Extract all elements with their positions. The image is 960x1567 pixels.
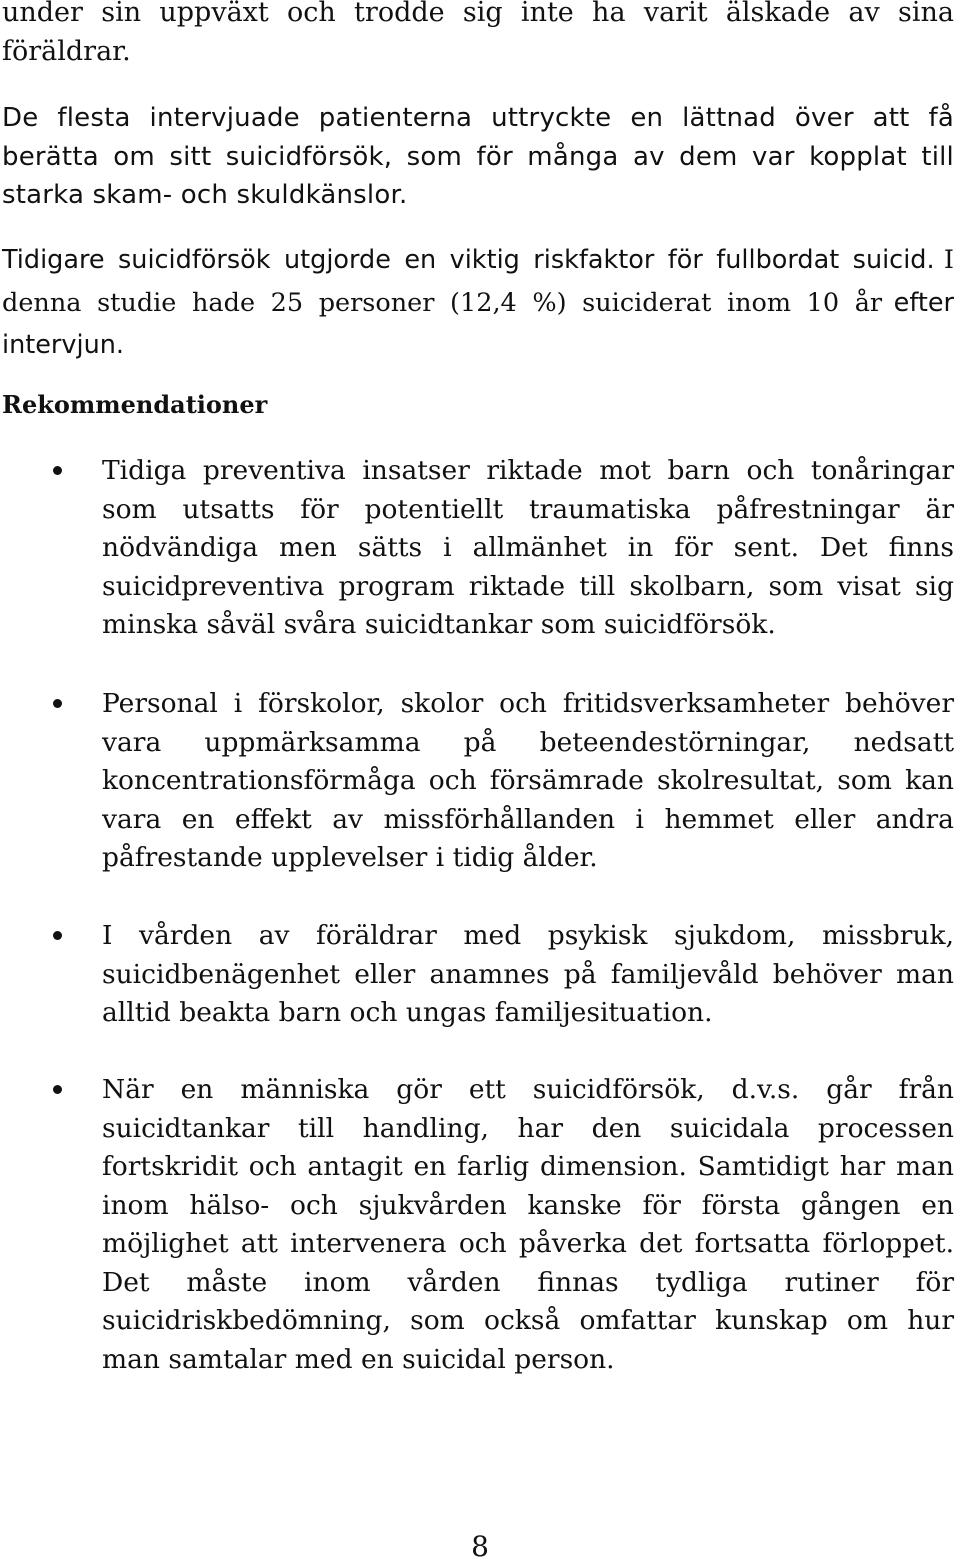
bullet-icon bbox=[53, 699, 62, 708]
list-item bbox=[102, 1071, 954, 1379]
bullet-icon bbox=[53, 931, 62, 940]
risk-paragraph bbox=[2, 241, 954, 369]
bullet-icon bbox=[53, 1085, 62, 1094]
risk-sentence-1: Tidigare suicidförsök utgjorde en viktig riskfaktor för fullbordat suicid. bbox=[2, 245, 935, 275]
list-item bbox=[102, 685, 954, 878]
list-item-text: När en människa gör ett suicidförsök, d.v.s. går från suicidtankar till handling, har den suicidala processen fortskridit och antagit en farlig dimension. Samtidigt har man inom hälso- och sjukvården kanske för första gången en möjlighet att intervenera och påverka det fortsatta förloppet. Det måste inom vården finnas tydliga rutiner för suicidriskbedömning, som också omfattar kunskap om hur man samtalar med en suicidal person. bbox=[102, 1074, 954, 1375]
intro-paragraph: under sin uppväxt och trodde sig inte ha varit älskade av sina föräldrar. bbox=[2, 0, 954, 67]
list-item bbox=[102, 452, 954, 645]
risk-sentence-2: I denna studie hade 25 personer (12,4 %) suiciderat inom 10 år bbox=[2, 245, 954, 318]
risk-sentence-3: efter intervjun. bbox=[2, 287, 955, 360]
page-number: 8 bbox=[471, 1530, 489, 1563]
relief-paragraph: De flesta intervjuade patienterna uttryckte en lättnad över att få berätta om sitt suicidförsök, som för många av dem var kopplat till starka skam- och skuldkänslor. bbox=[2, 103, 954, 210]
recommendations-heading: Rekommendationer bbox=[2, 390, 268, 419]
list-item-text: Tidiga preventiva insatser riktade mot barn och tonåringar som utsatts för potentiellt traumatiska påfrestningar är nödvändiga men sätts i allmänhet in för sent. Det finns suicidpreventiva program riktade till skolbarn, som visat sig minska såväl svåra suicidtankar som suicidförsök. bbox=[102, 455, 954, 640]
list-item-text: Personal i förskolor, skolor och fritidsverksamheter behöver vara uppmärksamma på beteendestörningar, nedsatt koncentrationsförmåga och försämrade skolresultat, som kan vara en effekt av missförhållanden i hemmet eller andra påfrestande upplevelser i tidig ålder. bbox=[102, 688, 954, 873]
bullet-icon bbox=[53, 466, 62, 475]
list-item bbox=[102, 917, 954, 1033]
list-item-text: I vården av föräldrar med psykisk sjukdom, missbruk, suicidbenägenhet eller anamnes på familjevåld behöver man alltid beakta barn och ungas familjesituation. bbox=[102, 920, 954, 1028]
